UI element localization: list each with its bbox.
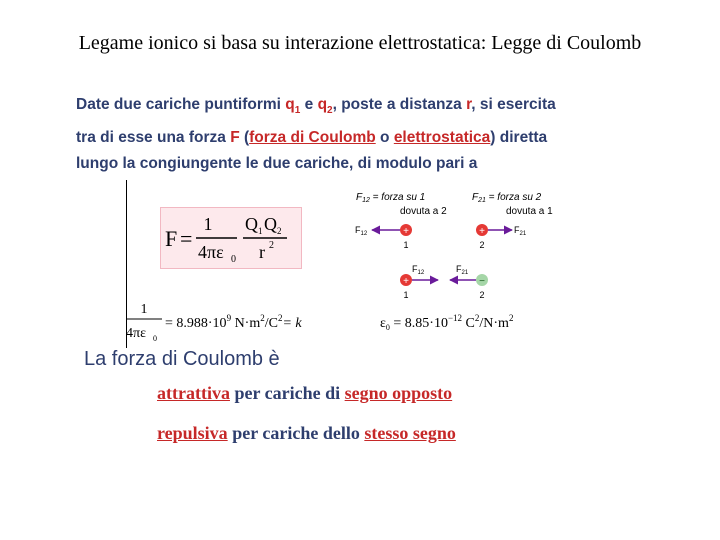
charge-1b-number: 1 bbox=[403, 290, 409, 300]
force-diagram bbox=[350, 188, 570, 308]
formula-F: F bbox=[165, 226, 178, 251]
coulomb-intro: La forza di Coulomb è bbox=[84, 348, 280, 370]
epsilon-constant-line bbox=[376, 306, 566, 336]
charge-2b-sign: − bbox=[479, 276, 485, 287]
formula-den: 4πε bbox=[198, 242, 224, 262]
k-constant-svg bbox=[118, 298, 418, 348]
formula-r-exp: 2 bbox=[269, 240, 274, 251]
attrattiva-line: attrattiva per cariche di segno opposto bbox=[157, 383, 453, 403]
formula-q1: Q bbox=[245, 214, 258, 234]
k-num: 1 bbox=[140, 302, 148, 317]
stesso-segno-term: stesso segno bbox=[364, 423, 456, 443]
q1-symbol: $q_1$ bbox=[285, 96, 301, 117]
k-den: 4πε bbox=[126, 326, 146, 341]
f-symbol: F bbox=[230, 128, 240, 146]
formula-equals: = bbox=[180, 226, 193, 251]
row2-f21-label: $F_{21}$ bbox=[456, 264, 469, 276]
charge-2b-number: 2 bbox=[479, 290, 485, 300]
intro-paragraph bbox=[76, 92, 616, 178]
force-diagram-svg bbox=[350, 188, 570, 308]
row1-f12-label: $F_{12}$ bbox=[355, 225, 368, 237]
intro-line-3: lungo la congiungente le due cariche, di modulo pari a bbox=[76, 155, 478, 173]
charge-1-sign: + bbox=[403, 226, 409, 237]
coulomb-formula-box bbox=[160, 207, 302, 269]
formula-r: r bbox=[259, 242, 265, 262]
intro-line-1: Date due cariche puntiformi $q_1$ e $q_2$, poste a distanza r, si esercita bbox=[76, 96, 556, 117]
formula-q2-sub: 2 bbox=[277, 226, 282, 236]
charge-2-number: 2 bbox=[479, 240, 485, 250]
row1-f21-label: $F_{21}$ bbox=[514, 225, 527, 237]
f21-label: $F_{21}$ = forza su 2 bbox=[472, 192, 542, 204]
charge-2-sign: + bbox=[479, 226, 485, 237]
charge-1b-sign: + bbox=[403, 276, 409, 287]
attrattiva-term: attrattiva bbox=[157, 383, 230, 403]
segno-opposto-term: segno opposto bbox=[344, 383, 453, 403]
intro-line-2: tra di esse una forza F (forza di Coulomb o elettrostatica) diretta bbox=[76, 128, 548, 146]
f12-text2: dovuta a 2 bbox=[400, 206, 447, 217]
charge-1-number: 1 bbox=[403, 240, 409, 250]
elettrostatica-term: elettrostatica bbox=[393, 128, 491, 146]
f12-label: $F_{12}$ = forza su 1 bbox=[356, 192, 426, 204]
repulsiva-line: repulsiva per cariche dello stesso segno bbox=[157, 423, 456, 443]
f21-text2: dovuta a 1 bbox=[506, 206, 553, 217]
page-title: Legame ionico si basa su interazione elettrostatica: Legge di Coulomb bbox=[78, 32, 642, 54]
formula-q1-sub: 1 bbox=[258, 226, 263, 236]
q2-symbol: $q_2$ bbox=[317, 96, 333, 117]
formula-den-sub: 0 bbox=[231, 254, 236, 265]
formula-one: 1 bbox=[203, 214, 213, 234]
k-constant-line bbox=[118, 298, 418, 348]
repulsiva-term: repulsiva bbox=[157, 423, 228, 443]
formula-q2: Q bbox=[264, 214, 277, 234]
eps-value: $\varepsilon_0 = 8.85\cdot 10^{-12}$ $C^2/N\cdot m^2$ bbox=[380, 313, 514, 332]
epsilon-constant-svg bbox=[376, 306, 566, 336]
k-value: = $8.988\cdot 10^9$ $N\cdot m^2/C^2= k$ bbox=[165, 313, 302, 331]
coulomb-formula bbox=[161, 208, 301, 268]
forza-coulomb-term: forza di Coulomb bbox=[249, 128, 376, 146]
k-den-sub: 0 bbox=[153, 334, 157, 343]
row2-f12-label: $F_{12}$ bbox=[412, 264, 425, 276]
r-symbol: r bbox=[466, 96, 472, 113]
